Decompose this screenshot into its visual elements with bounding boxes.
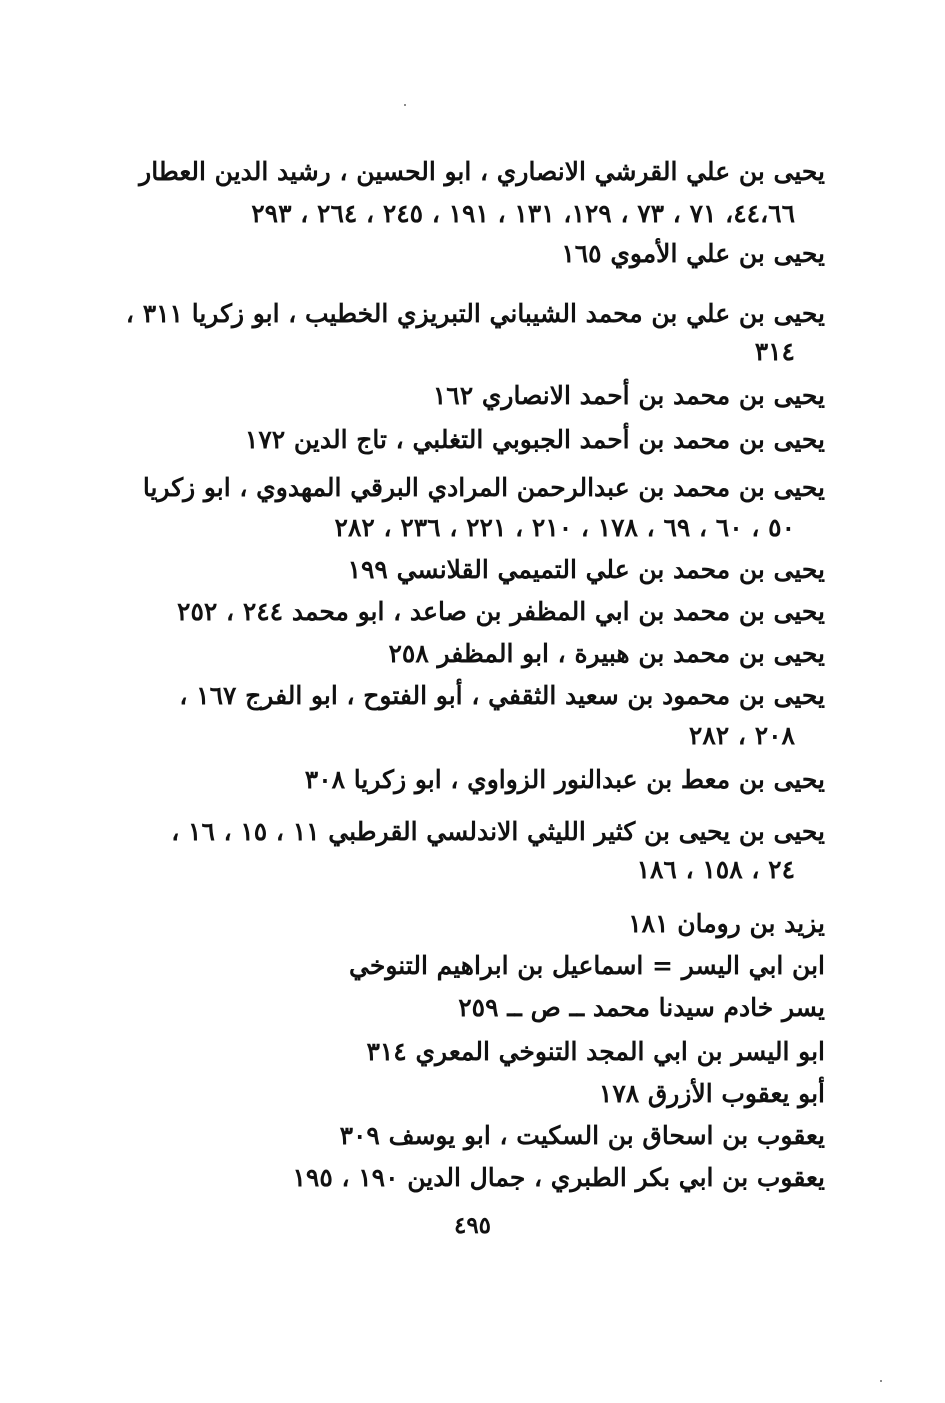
index-entry: يحيى بن معط بن عبدالنور الزواوي ، ابو زكريا ٣٠٨ xyxy=(304,765,825,794)
index-entry-pages: ٣١٤ xyxy=(754,337,795,366)
page-number: ٤٩٥ xyxy=(453,1212,492,1239)
scan-speck xyxy=(404,104,406,106)
index-entry: يحيى بن علي الأموي ١٦٥ xyxy=(561,239,825,268)
index-entry: يسر خادم سيدنا محمد ــ ص ــ ٢٥٩ xyxy=(458,993,825,1022)
index-entry: يحيى بن محمد بن أحمد الانصاري ١٦٢ xyxy=(432,381,825,410)
index-entry: يحيى بن محمد بن علي التميمي القلانسي ١٩٩ xyxy=(347,555,825,584)
index-entry: يحيى بن محمود بن سعيد الثقفي ، أبو الفتوح ، ابو الفرج ١٦٧ ، xyxy=(179,681,825,710)
index-entry: يزيد بن رومان ١٨١ xyxy=(628,909,825,938)
index-entry-pages: ٤٤،٦٦، ٧١ ، ٧٣ ، ١٢٩، ١٣١ ، ١٩١ ، ٢٤٥ ، ٢٦٤ ، ٢٩٣ xyxy=(251,199,795,228)
index-entry: ابن ابي اليسر = اسماعيل بن ابراهيم التنوخي xyxy=(349,951,825,980)
index-entry: يحيى بن محمد بن ابي المظفر بن صاعد ، ابو محمد ٢٤٤ ، ٢٥٢ xyxy=(177,597,825,626)
index-entry: يعقوب بن اسحاق بن السكيت ، ابو يوسف ٣٠٩ xyxy=(339,1121,825,1150)
index-entry-pages: ٢٤ ، ١٥٨ ، ١٨٦ xyxy=(636,855,795,884)
index-entry: أبو يعقوب الأزرق ١٧٨ xyxy=(598,1079,825,1108)
index-entry: يحيى بن محمد بن عبدالرحمن المرادي البرقي المهدوي ، ابو زكريا xyxy=(142,473,825,502)
index-entry: يحيى بن علي القرشي الانصاري ، ابو الحسين ، رشيد الدين العطار xyxy=(139,157,825,186)
index-entry: يحيى بن علي بن محمد الشيباني التبريزي الخطيب ، ابو زكريا ٣١١ ، xyxy=(125,299,825,328)
index-entry: ابو اليسر بن ابي المجد التنوخي المعري ٣١٤ xyxy=(366,1037,825,1066)
index-entry: يحيى بن يحيى بن كثير الليثي الاندلسي القرطبي ١١ ، ١٥ ، ١٦ ، xyxy=(171,817,825,846)
index-entry-pages: ٢٠٨ ، ٢٨٢ xyxy=(688,721,795,750)
index-entry-pages: ٥٠ ، ٦٠ ، ٦٩ ، ١٧٨ ، ٢١٠ ، ٢٢١ ، ٢٣٦ ، ٢٨٢ xyxy=(334,513,795,542)
scan-speck xyxy=(880,1380,882,1382)
index-entry: يعقوب بن ابي بكر الطبري ، جمال الدين ١٩٠ ، ١٩٥ xyxy=(292,1163,825,1192)
index-entry: يحيى بن محمد بن هبيرة ، ابو المظفر ٢٥٨ xyxy=(388,639,825,668)
index-entry: يحيى بن محمد بن أحمد الجبوبي التغلبي ، تاج الدين ١٧٢ xyxy=(244,425,825,454)
